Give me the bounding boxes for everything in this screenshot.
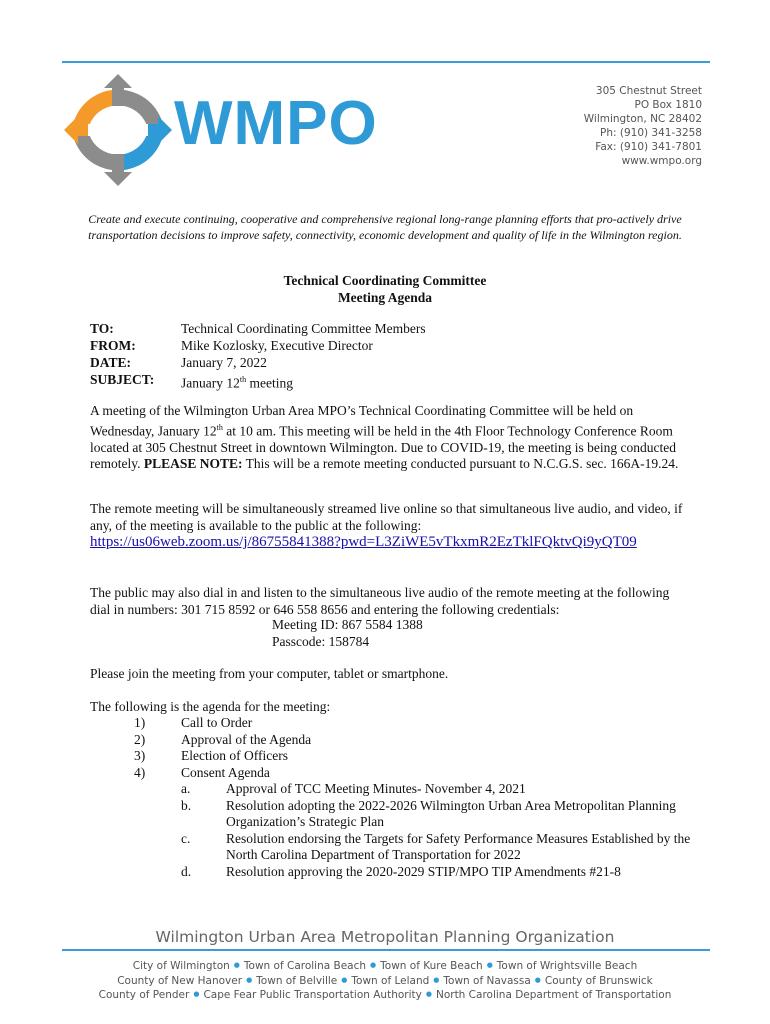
compass-logo-icon [62,68,174,193]
address-block [584,84,702,168]
document-title: Technical Coordinating Committee [283,273,487,288]
footer-line-1 [0,959,770,974]
jurisdiction-name: Town of Belville [256,974,338,987]
address-line: 305 Chestnut Street [595,85,702,97]
agenda-intro: The following is the agenda for the meeting: [90,699,331,714]
memo-subject-value: January 12th meeting [181,375,293,391]
memo-subject-row [90,371,426,392]
jurisdiction-name: County of Brunswick [544,974,653,987]
agenda-list [0,715,696,880]
bullet-separator-icon: ● [486,961,493,969]
bullet-separator-icon: ● [193,990,200,998]
member-jurisdictions [0,959,770,1003]
bullet-separator-icon: ● [534,975,541,984]
jurisdiction-name: County of Pender [98,989,190,1001]
memo-date-value: January 7, 2022 [181,355,267,370]
footer-rule [62,949,710,951]
please-note-label: PLEASE NOTE: [143,456,243,471]
footer-line-3 [0,988,770,1003]
memo-date-label: DATE: [90,355,132,370]
bullet-separator-icon: ● [425,990,432,998]
footer-title: Wilmington Urban Area Metropolitan Planning Organization [155,928,615,946]
stream-paragraph: The remote meeting will be simultaneously streamed live online so that simultaneous live audio, and video, if any, of the meeting is available to the public at the following: [90,501,683,533]
agenda-item: 3) Election of Officers [134,748,288,763]
jurisdiction-name: County of New Hanover [117,974,243,987]
meeting-passcode: Passcode: 158784 [272,633,370,649]
agenda-sub-item: a. Approval of TCC Meeting Minutes- November 4, 2021 [181,781,526,796]
memo-from-value: Mike Kozlosky, Executive Director [181,338,373,353]
memo-from-label: FROM: [90,338,136,353]
bullet-separator-icon: ● [433,975,440,984]
meeting-notice-paragraph: A meeting of the Wilmington Urban Area MPO’s Technical Coordinating Committee will be held on Wednesday, January 12th at 10 am. This meeting will be held in the 4th Floor Technology Conference Room located at 305 Chestnut Street in downtown Wilmington. Due to COVID-19, the meeting is being conducted remotely. PLEASE NOTE: This will be a remote meeting conducted pursuant to N.C.G.S. sec. 166A-19.24. [90,403,679,471]
jurisdiction-name: City of Wilmington [132,960,230,972]
bullet-separator-icon: ● [246,975,253,984]
memo-header [90,320,426,392]
bullet-separator-icon: ● [341,975,348,984]
memo-to-label: TO: [90,321,114,336]
address-line: Wilmington, NC 28402 [583,113,702,125]
meeting-credentials [272,617,423,650]
footer-line-2 [0,974,770,989]
mission-statement: Create and execute continuing, cooperative and comprehensive regional long-range planning efforts that pro-actively drive transportation decisions to improve safety, connectivity, economic development and quality of life in the Wilmington region. [88,212,682,242]
agenda-sub-item: b. Resolution adopting the 2022-2026 Wilmington Urban Area Metropolitan Planning Organization’s Strategic Plan [181,797,676,829]
wmpo-logo [62,68,378,193]
dial-in-paragraph: The public may also dial in and listen to the simultaneous live audio of the remote meeting at the following dial in numbers: 301 715 8592 or 646 558 8656 and entering the following credentials: [90,585,670,617]
phone-line: Ph: (910) 341-3258 [600,127,702,139]
agenda-item: 4) Consent Agenda [134,764,270,780]
memo-from-row [90,337,426,354]
jurisdiction-name: North Carolina Department of Transportation [435,989,672,1001]
agenda-sub-item: c. Resolution endorsing the Targets for Safety Performance Measures Established by the North Carolina Department of Transportation for 2022 [181,830,691,862]
memo-date-row [90,354,426,371]
agenda-sub-item: d. Resolution approving the 2020-2029 STIP/MPO TIP Amendments #21-8 [181,863,621,879]
memo-to-value: Technical Coordinating Committee Members [181,321,426,336]
document-subtitle: Meeting Agenda [337,290,433,305]
jurisdiction-name: Town of Kure Beach [380,960,483,972]
agenda-item: 1) Call to Order [134,715,253,730]
jurisdiction-name: Town of Leland [351,974,430,987]
agenda-item: 2) Approval of the Agenda [134,731,312,747]
bullet-separator-icon: ● [370,961,377,969]
logo-wordmark: WMPO [174,89,378,158]
website-line[interactable]: www.wmpo.org [621,155,702,167]
address-line: PO Box 1810 [634,99,702,111]
jurisdiction-name: Town of Navassa [443,974,531,987]
jurisdiction-name: Cape Fear Public Transportation Authority [203,989,422,1001]
zoom-meeting-link[interactable]: https://us06web.zoom.us/j/86755841388?pwd=L3ZiWE5vTkxmR2EzTklFQktvQi9yQT09 [90,534,637,550]
fax-line: Fax: (910) 341-7801 [595,141,702,153]
memo-to-row [90,320,426,337]
jurisdiction-name: Town of Carolina Beach [243,960,367,972]
join-paragraph: Please join the meeting from your computer, tablet or smartphone. [90,666,449,681]
meeting-id: Meeting ID: 867 5584 1388 [272,617,423,632]
memo-subject-label: SUBJECT: [90,372,155,387]
header-rule [62,61,710,63]
jurisdiction-name: Town of Wrightsville Beach [496,960,638,972]
bullet-separator-icon: ● [233,961,240,969]
